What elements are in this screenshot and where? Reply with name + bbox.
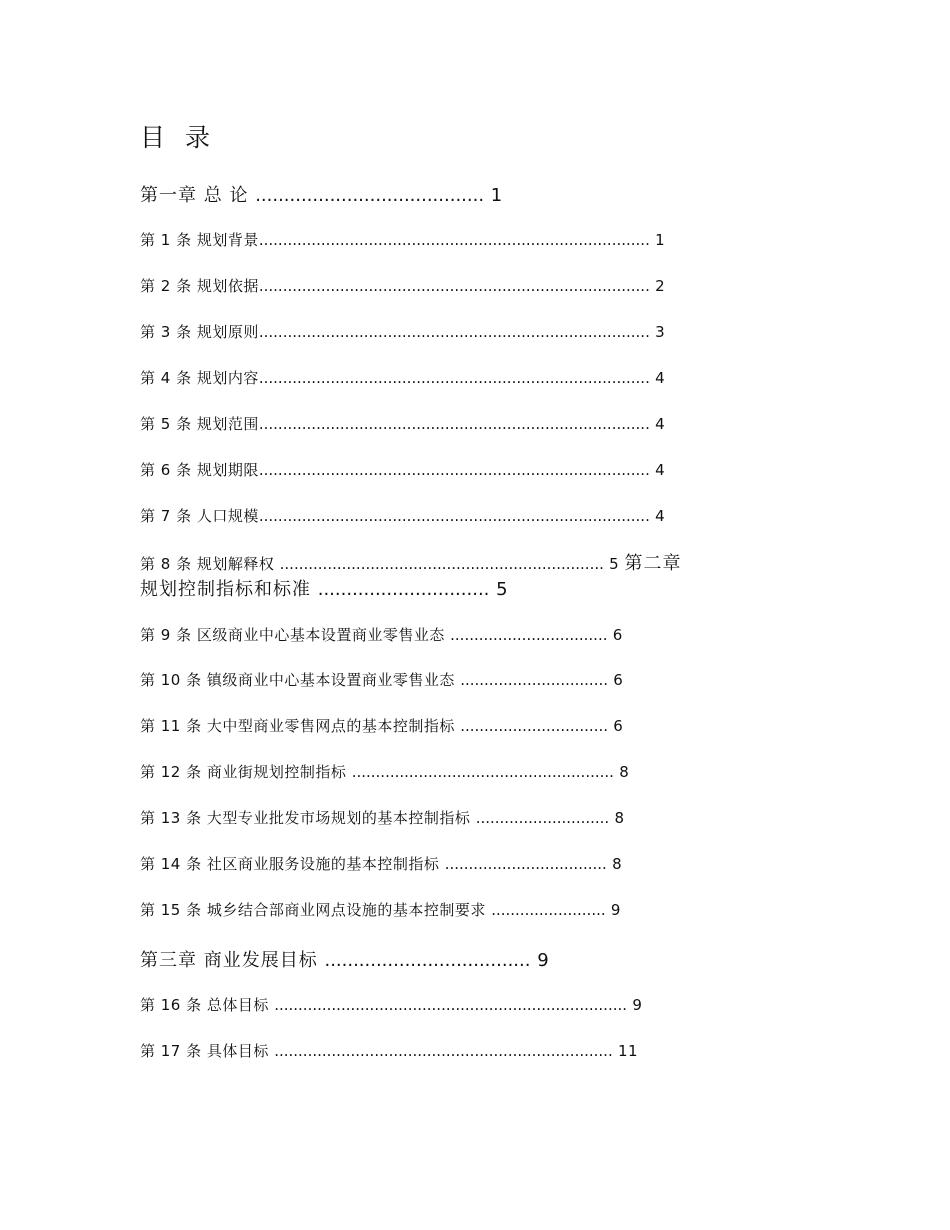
toc-entry[interactable] — [140, 853, 622, 874]
leader-dots: ........................................ — [255, 185, 485, 206]
leader-dots: ................................. — [450, 626, 608, 644]
toc-entry[interactable] — [140, 715, 623, 736]
toc-entry[interactable] — [140, 459, 665, 480]
page-number: 4 — [655, 415, 666, 433]
leader-dots: .................................................................................. — [258, 461, 650, 479]
toc-entry[interactable] — [140, 761, 629, 782]
leader-dots: ............................... — [460, 671, 608, 689]
entry-label: 第 15 条 城乡结合部商业网点设施的基本控制要求 — [140, 901, 486, 919]
leader-dots: .................................................................................. — [258, 369, 650, 387]
leader-dots: .................................. — [444, 855, 607, 873]
toc-entry[interactable] — [140, 275, 665, 296]
leader-dots: ....................................................... — [351, 763, 614, 781]
entry-label: 第 12 条 商业街规划控制指标 — [140, 763, 347, 781]
toc-entry[interactable] — [140, 229, 665, 250]
leader-dots: .................................................................................. — [258, 415, 650, 433]
entry-label: 第 14 条 社区商业服务设施的基本控制指标 — [140, 855, 440, 873]
page-number: 5 — [496, 579, 509, 600]
leader-dots: ........................ — [491, 901, 606, 919]
page-number: 9 — [537, 950, 550, 971]
leader-dots: ............................... — [460, 717, 608, 735]
page-number: 3 — [655, 323, 666, 341]
entry-label: 第 4 条 规划内容 — [140, 369, 259, 387]
entry-label: 第 10 条 镇级商业中心基本设置商业零售业态 — [140, 671, 455, 689]
toc-entry[interactable] — [140, 669, 623, 690]
entry-label: 第 16 条 总体目标 — [140, 996, 269, 1014]
entry-label: 第 9 条 区级商业中心基本设置商业零售业态 — [140, 626, 445, 644]
page-number: 8 — [619, 763, 630, 781]
toc-entry[interactable] — [140, 549, 681, 575]
leader-dots: .................................................................................. — [258, 507, 650, 525]
entry-label: 第 17 条 具体目标 — [140, 1042, 269, 1060]
page-number: 5 — [609, 555, 620, 573]
chapter-label: 第一章 总 论 — [140, 185, 249, 206]
page-number: 9 — [610, 901, 621, 919]
toc-entry[interactable] — [140, 807, 625, 828]
leader-dots: .................................................................................. — [258, 231, 650, 249]
toc-chapter-1[interactable] — [140, 181, 503, 207]
entry-label: 第 2 条 规划依据 — [140, 277, 259, 295]
leader-dots: .................................... — [324, 950, 531, 971]
page-number: 6 — [613, 671, 624, 689]
page-number: 6 — [612, 626, 623, 644]
leader-dots: ....................................................................... — [274, 1042, 613, 1060]
page-number: 2 — [655, 277, 666, 295]
leader-dots: .......................................................................... — [274, 996, 628, 1014]
toc-entry[interactable] — [140, 624, 623, 645]
page-number: 4 — [655, 461, 666, 479]
page-number: 8 — [612, 855, 623, 873]
page-number: 6 — [613, 717, 624, 735]
toc-title: 目 录 — [140, 123, 216, 152]
leader-dots: .................................................................................. — [258, 323, 650, 341]
chapter-label: 规划控制指标和标准 — [140, 579, 311, 600]
page-number: 11 — [618, 1042, 639, 1060]
toc-entry[interactable] — [140, 505, 665, 526]
entry-label: 第 7 条 人口规模 — [140, 507, 259, 525]
toc-entry[interactable] — [140, 367, 665, 388]
toc-chapter-2[interactable] — [140, 575, 509, 601]
entry-label: 第 6 条 规划期限 — [140, 461, 259, 479]
toc-entry[interactable] — [140, 321, 665, 342]
entry-label: 第 8 条 规划解释权 — [140, 555, 275, 573]
toc-entry[interactable] — [140, 899, 621, 920]
page-number: 9 — [632, 996, 643, 1014]
entry-label: 第 13 条 大型专业批发市场规划的基本控制指标 — [140, 809, 471, 827]
page-number: 1 — [490, 185, 504, 206]
entry-label: 第 5 条 规划范围 — [140, 415, 259, 433]
page-number: 1 — [655, 231, 666, 249]
leader-dots: ............................ — [475, 809, 610, 827]
toc-entry[interactable] — [140, 994, 642, 1015]
toc-chapter-3[interactable] — [140, 946, 550, 972]
chapter-label: 第三章 商业发展目标 — [140, 950, 318, 971]
leader-dots: .................................................................... — [279, 555, 604, 573]
toc-entry[interactable] — [140, 413, 665, 434]
page-number: 4 — [655, 507, 666, 525]
entry-label: 第 3 条 规划原则 — [140, 323, 259, 341]
chapter-label-start: 第二章 — [624, 553, 682, 574]
entry-label: 第 1 条 规划背景 — [140, 231, 259, 249]
leader-dots: .................................................................................. — [258, 277, 650, 295]
page-number: 8 — [614, 809, 625, 827]
entry-label: 第 11 条 大中型商业零售网点的基本控制指标 — [140, 717, 455, 735]
leader-dots: .............................. — [317, 579, 490, 600]
toc-entry[interactable] — [140, 1040, 638, 1061]
page-number: 4 — [655, 369, 666, 387]
